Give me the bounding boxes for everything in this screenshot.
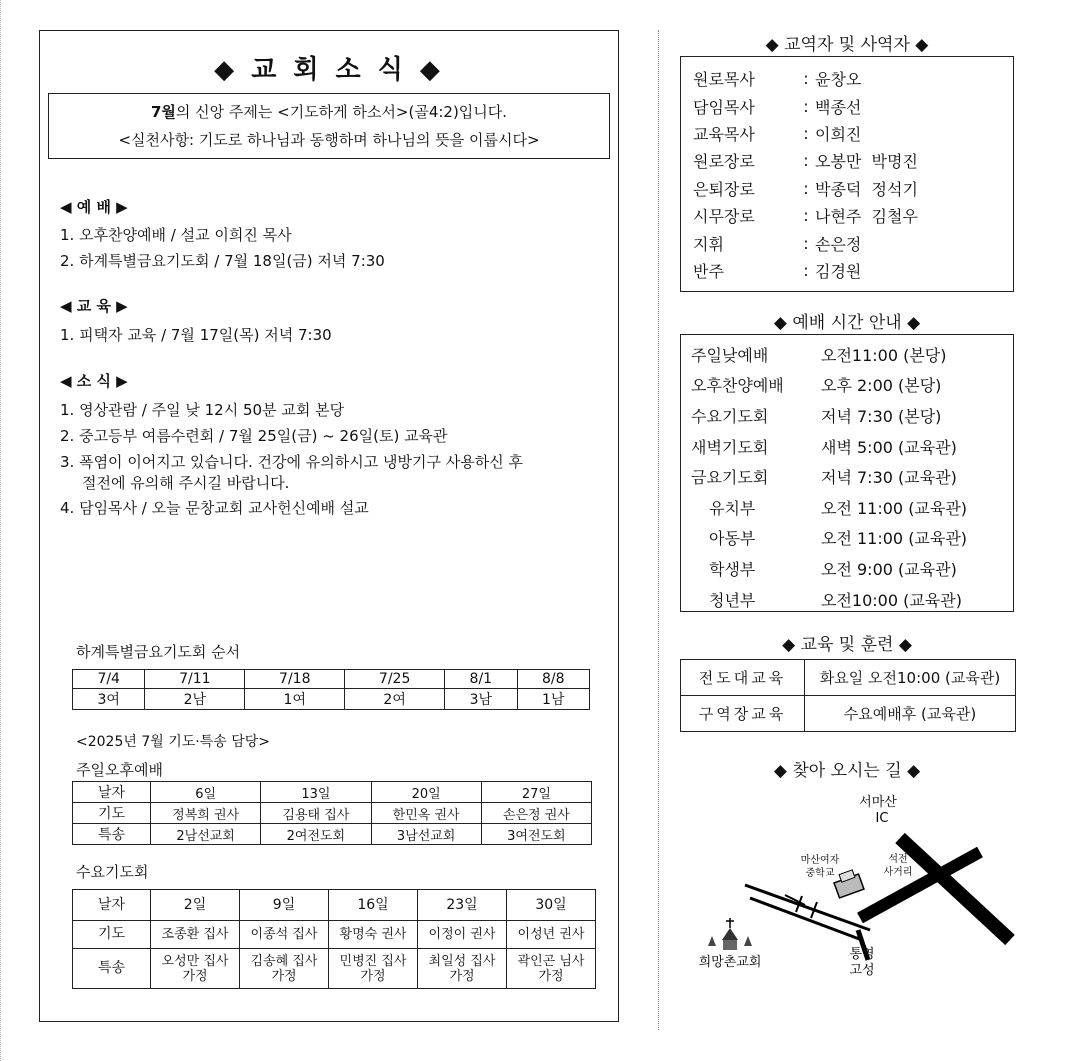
song-person: 최일성 집사: [428, 953, 496, 969]
map-label-destination: 고성: [849, 963, 875, 978]
song-person: 민병진 집사: [339, 953, 407, 969]
staff-role: 반주: [693, 261, 724, 281]
date-cell: 16일: [329, 890, 418, 921]
separator: :: [803, 178, 809, 198]
worship-time-row: [691, 370, 1013, 401]
group-cell: 1여: [245, 689, 345, 710]
date-cell: 7/25: [345, 670, 445, 689]
service-name: 학생부: [709, 559, 756, 579]
prayer-cell: 손은정 권사: [481, 803, 591, 824]
special-prayer-title: 하계특별금요기도회 순서: [76, 643, 241, 661]
table-row: [73, 949, 596, 989]
date-cell: 30일: [507, 890, 596, 921]
service-time: 오전10:00 (교육관): [821, 590, 962, 610]
staff-role: 담임목사: [693, 97, 755, 117]
staff-name: 이희진: [815, 124, 862, 144]
worship-time-row: [691, 584, 1013, 615]
group-cell: 2남: [145, 689, 245, 710]
staff-name: 손은정: [815, 234, 862, 254]
song-person: 오성만 집사: [161, 953, 229, 969]
training-time: 수요예배후 (교육관): [805, 696, 1016, 732]
map-label-ic: IC: [875, 811, 889, 826]
theme-line-2: <실천사항: 기도로 하나님과 동행하며 하나님의 뜻을 이룹시다>: [118, 131, 540, 149]
row-header: 특송: [73, 824, 151, 845]
service-time: 오전11:00 (본당): [821, 345, 947, 365]
staff-role: 시무장로: [693, 207, 755, 227]
table-row: [681, 660, 1016, 696]
table-row: [73, 824, 592, 845]
theme-line-1: [49, 101, 609, 122]
special-prayer-table: [72, 669, 590, 710]
fold-divider: [658, 30, 659, 1030]
song-cell: [329, 949, 418, 989]
service-time: 새벽 5:00 (교육관): [821, 437, 957, 457]
prayer-cell: 이성년 권사: [507, 921, 596, 949]
training-table: [680, 659, 1016, 732]
prayer-cell: 정복희 권사: [151, 803, 261, 824]
monthly-theme-box: [48, 93, 610, 159]
date-cell: 23일: [418, 890, 507, 921]
staff-row: [693, 65, 1013, 92]
song-suffix: 가정: [360, 968, 386, 984]
song-person: 김송혜 집사: [250, 953, 318, 969]
church-icon: [708, 918, 752, 950]
church-news-panel: [39, 30, 619, 1022]
map-label-destination: 통영: [849, 947, 875, 962]
worship-times-list: [680, 334, 1014, 612]
staff-row: [693, 175, 1013, 202]
service-name: 수요기도회: [691, 406, 769, 426]
service-time: 오전 11:00 (교육관): [821, 498, 968, 518]
duty-title: <2025년 7월 기도·특송 담당>: [76, 734, 270, 750]
row-header: 기도: [73, 803, 151, 824]
table-row: [73, 890, 596, 921]
notice-item: 4. 담임목사 / 오늘 문창교회 교사헌신예배 설교: [60, 499, 369, 517]
training-name: 구역장교육: [681, 696, 805, 732]
service-name: 금요기도회: [691, 468, 769, 488]
group-cell: 2여: [345, 689, 445, 710]
prayer-cell: 이정이 권사: [418, 921, 507, 949]
training-title: ◆ 교육 및 훈련 ◆: [782, 635, 912, 655]
song-cell: 3여전도회: [481, 824, 591, 845]
staff-role: 은퇴장로: [693, 179, 755, 199]
table-row: [73, 670, 590, 689]
prayer-cell: 한민옥 권사: [371, 803, 481, 824]
date-cell: 9일: [240, 890, 329, 921]
page-title: ◆ 교 회 소 식 ◆: [214, 55, 444, 85]
group-cell: 3여: [73, 689, 145, 710]
date-cell: 7/11: [145, 670, 245, 689]
date-cell: 27일: [481, 782, 591, 803]
prayer-cell: 황명숙 권사: [329, 921, 418, 949]
notices-section-header: ◀ 소 식 ▶: [60, 372, 128, 390]
service-time: 오전 11:00 (교육관): [821, 529, 968, 549]
map-label-school: 마산여자: [800, 855, 840, 866]
table-row: [681, 696, 1016, 732]
education-item: 1. 피택자 교육 / 7월 17일(목) 저녁 7:30: [60, 326, 332, 344]
song-suffix: 가정: [538, 968, 564, 984]
wednesday-duty-table: [72, 889, 596, 989]
song-suffix: 가정: [449, 968, 475, 984]
separator: :: [803, 123, 809, 143]
training-time: 화요일 오전10:00 (교육관): [805, 660, 1016, 696]
date-cell: 13일: [261, 782, 371, 803]
staff-row: [693, 147, 1013, 174]
service-name: 오후찬양예배: [691, 376, 784, 396]
wednesday-service-title: 수요기도회: [76, 863, 149, 881]
staff-name: 윤창오: [815, 70, 862, 90]
row-header: 날자: [73, 890, 151, 921]
sunday-duty-table: [72, 781, 592, 845]
service-time: 오후 2:00 (본당): [821, 376, 942, 396]
separator: :: [803, 260, 809, 280]
song-suffix: 가정: [271, 968, 297, 984]
worship-section-header: ◀ 예 배 ▶: [60, 198, 128, 216]
song-cell: [151, 949, 240, 989]
prayer-cell: 조종환 집사: [151, 921, 240, 949]
map-label-ic: 서마산: [859, 795, 897, 810]
notice-item: 2. 중고등부 여름수련회 / 7월 25일(금) ~ 26일(토) 교육관: [60, 427, 448, 445]
worship-time-row: [691, 492, 1013, 523]
service-name: 주일낮예배: [691, 345, 769, 365]
staff-name: 백종선: [815, 97, 862, 117]
separator: :: [803, 206, 809, 226]
staff-name: 박종덕 정석기: [815, 179, 918, 199]
service-time: 저녁 7:30 (본당): [821, 406, 942, 426]
worship-item: 2. 하계특별금요기도회 / 7월 18일(금) 저녁 7:30: [60, 252, 385, 270]
song-cell: 3남선교회: [371, 824, 481, 845]
song-cell: 2여전도회: [261, 824, 371, 845]
education-section-header: ◀ 교 육 ▶: [60, 297, 128, 315]
separator: :: [803, 69, 809, 89]
staff-role: 교육목사: [693, 124, 755, 144]
date-cell: 2일: [151, 890, 240, 921]
map-label-crossing: 사거리: [883, 867, 913, 878]
table-row: [73, 689, 590, 710]
staff-list: [680, 56, 1014, 292]
worship-time-row: [691, 339, 1013, 370]
service-name: 새벽기도회: [691, 437, 769, 457]
row-header: 특송: [73, 949, 151, 989]
staff-name: 나현주 김철우: [815, 207, 918, 227]
staff-row: [693, 229, 1013, 256]
song-cell: [507, 949, 596, 989]
table-row: [73, 921, 596, 949]
training-name: 전도대교육: [681, 660, 805, 696]
group-cell: 3남: [445, 689, 517, 710]
song-cell: 2남선교회: [151, 824, 261, 845]
notice-item: 1. 영상관람 / 주일 낮 12시 50분 교회 본당: [60, 401, 345, 419]
row-header: 기도: [73, 921, 151, 949]
directions-map: [690, 790, 1020, 990]
staff-role: 원로장로: [693, 152, 755, 172]
service-time: 오전 9:00 (교육관): [821, 559, 957, 579]
group-cell: 1남: [517, 689, 589, 710]
worship-time-row: [691, 523, 1013, 554]
separator: :: [803, 151, 809, 171]
directions-title: ◆ 찾아 오시는 길 ◆: [773, 761, 921, 781]
date-cell: 20일: [371, 782, 481, 803]
notice-item: 3. 폭염이 이어지고 있습니다. 건강에 유의하시고 냉방기구 사용하신 후: [60, 453, 523, 471]
worship-time-row: [691, 400, 1013, 431]
song-person: 곽인곤 님사: [517, 953, 585, 969]
table-row: [73, 782, 592, 803]
staff-row: [693, 257, 1013, 284]
row-header: 날자: [73, 782, 151, 803]
date-cell: 8/1: [445, 670, 517, 689]
staff-role: 지휘: [693, 234, 724, 254]
date-cell: 7/4: [73, 670, 145, 689]
worship-time-row: [691, 461, 1013, 492]
staff-name: 김경원: [815, 261, 862, 281]
staff-row: [693, 92, 1013, 119]
song-cell: [418, 949, 507, 989]
sunday-service-title: 주일오후예배: [76, 761, 163, 779]
date-cell: 8/8: [517, 670, 589, 689]
staff-role: 원로목사: [693, 70, 755, 90]
service-name: 아동부: [709, 529, 756, 549]
date-cell: 7/18: [245, 670, 345, 689]
staff-row: [693, 202, 1013, 229]
notice-item-continued: 절전에 유의해 주시길 바랍니다.: [82, 474, 290, 492]
prayer-cell: 김용태 집사: [261, 803, 371, 824]
separator: :: [803, 96, 809, 116]
theme-month: 7월: [150, 103, 176, 121]
map-label-church: 희망촌교회: [698, 955, 762, 970]
service-name: 유치부: [709, 498, 756, 518]
date-cell: 6일: [151, 782, 261, 803]
song-suffix: 가정: [182, 968, 208, 984]
worship-item: 1. 오후찬양예배 / 설교 이희진 목사: [60, 226, 292, 244]
staff-name: 오봉만 박명진: [815, 152, 918, 172]
table-row: [73, 803, 592, 824]
map-label-crossing: 석전: [888, 854, 908, 865]
worship-time-row: [691, 431, 1013, 462]
map-label-school: 중학교: [805, 868, 835, 879]
separator: :: [803, 233, 809, 253]
service-name: 청년부: [709, 590, 756, 610]
road-rail-lower: [750, 898, 862, 940]
song-cell: [240, 949, 329, 989]
staff-row: [693, 120, 1013, 147]
worship-times-title: ◆ 예배 시간 안내 ◆: [773, 313, 921, 333]
service-time: 저녁 7:30 (교육관): [821, 468, 957, 488]
worship-time-row: [691, 553, 1013, 584]
staff-title: ◆ 교역자 및 사역자 ◆: [765, 35, 929, 55]
theme-text: 의 신앙 주제는 <기도하게 하소서>(골4:2)입니다.: [175, 103, 508, 121]
page-edge: [0, 0, 1, 1061]
prayer-cell: 이종석 집사: [240, 921, 329, 949]
